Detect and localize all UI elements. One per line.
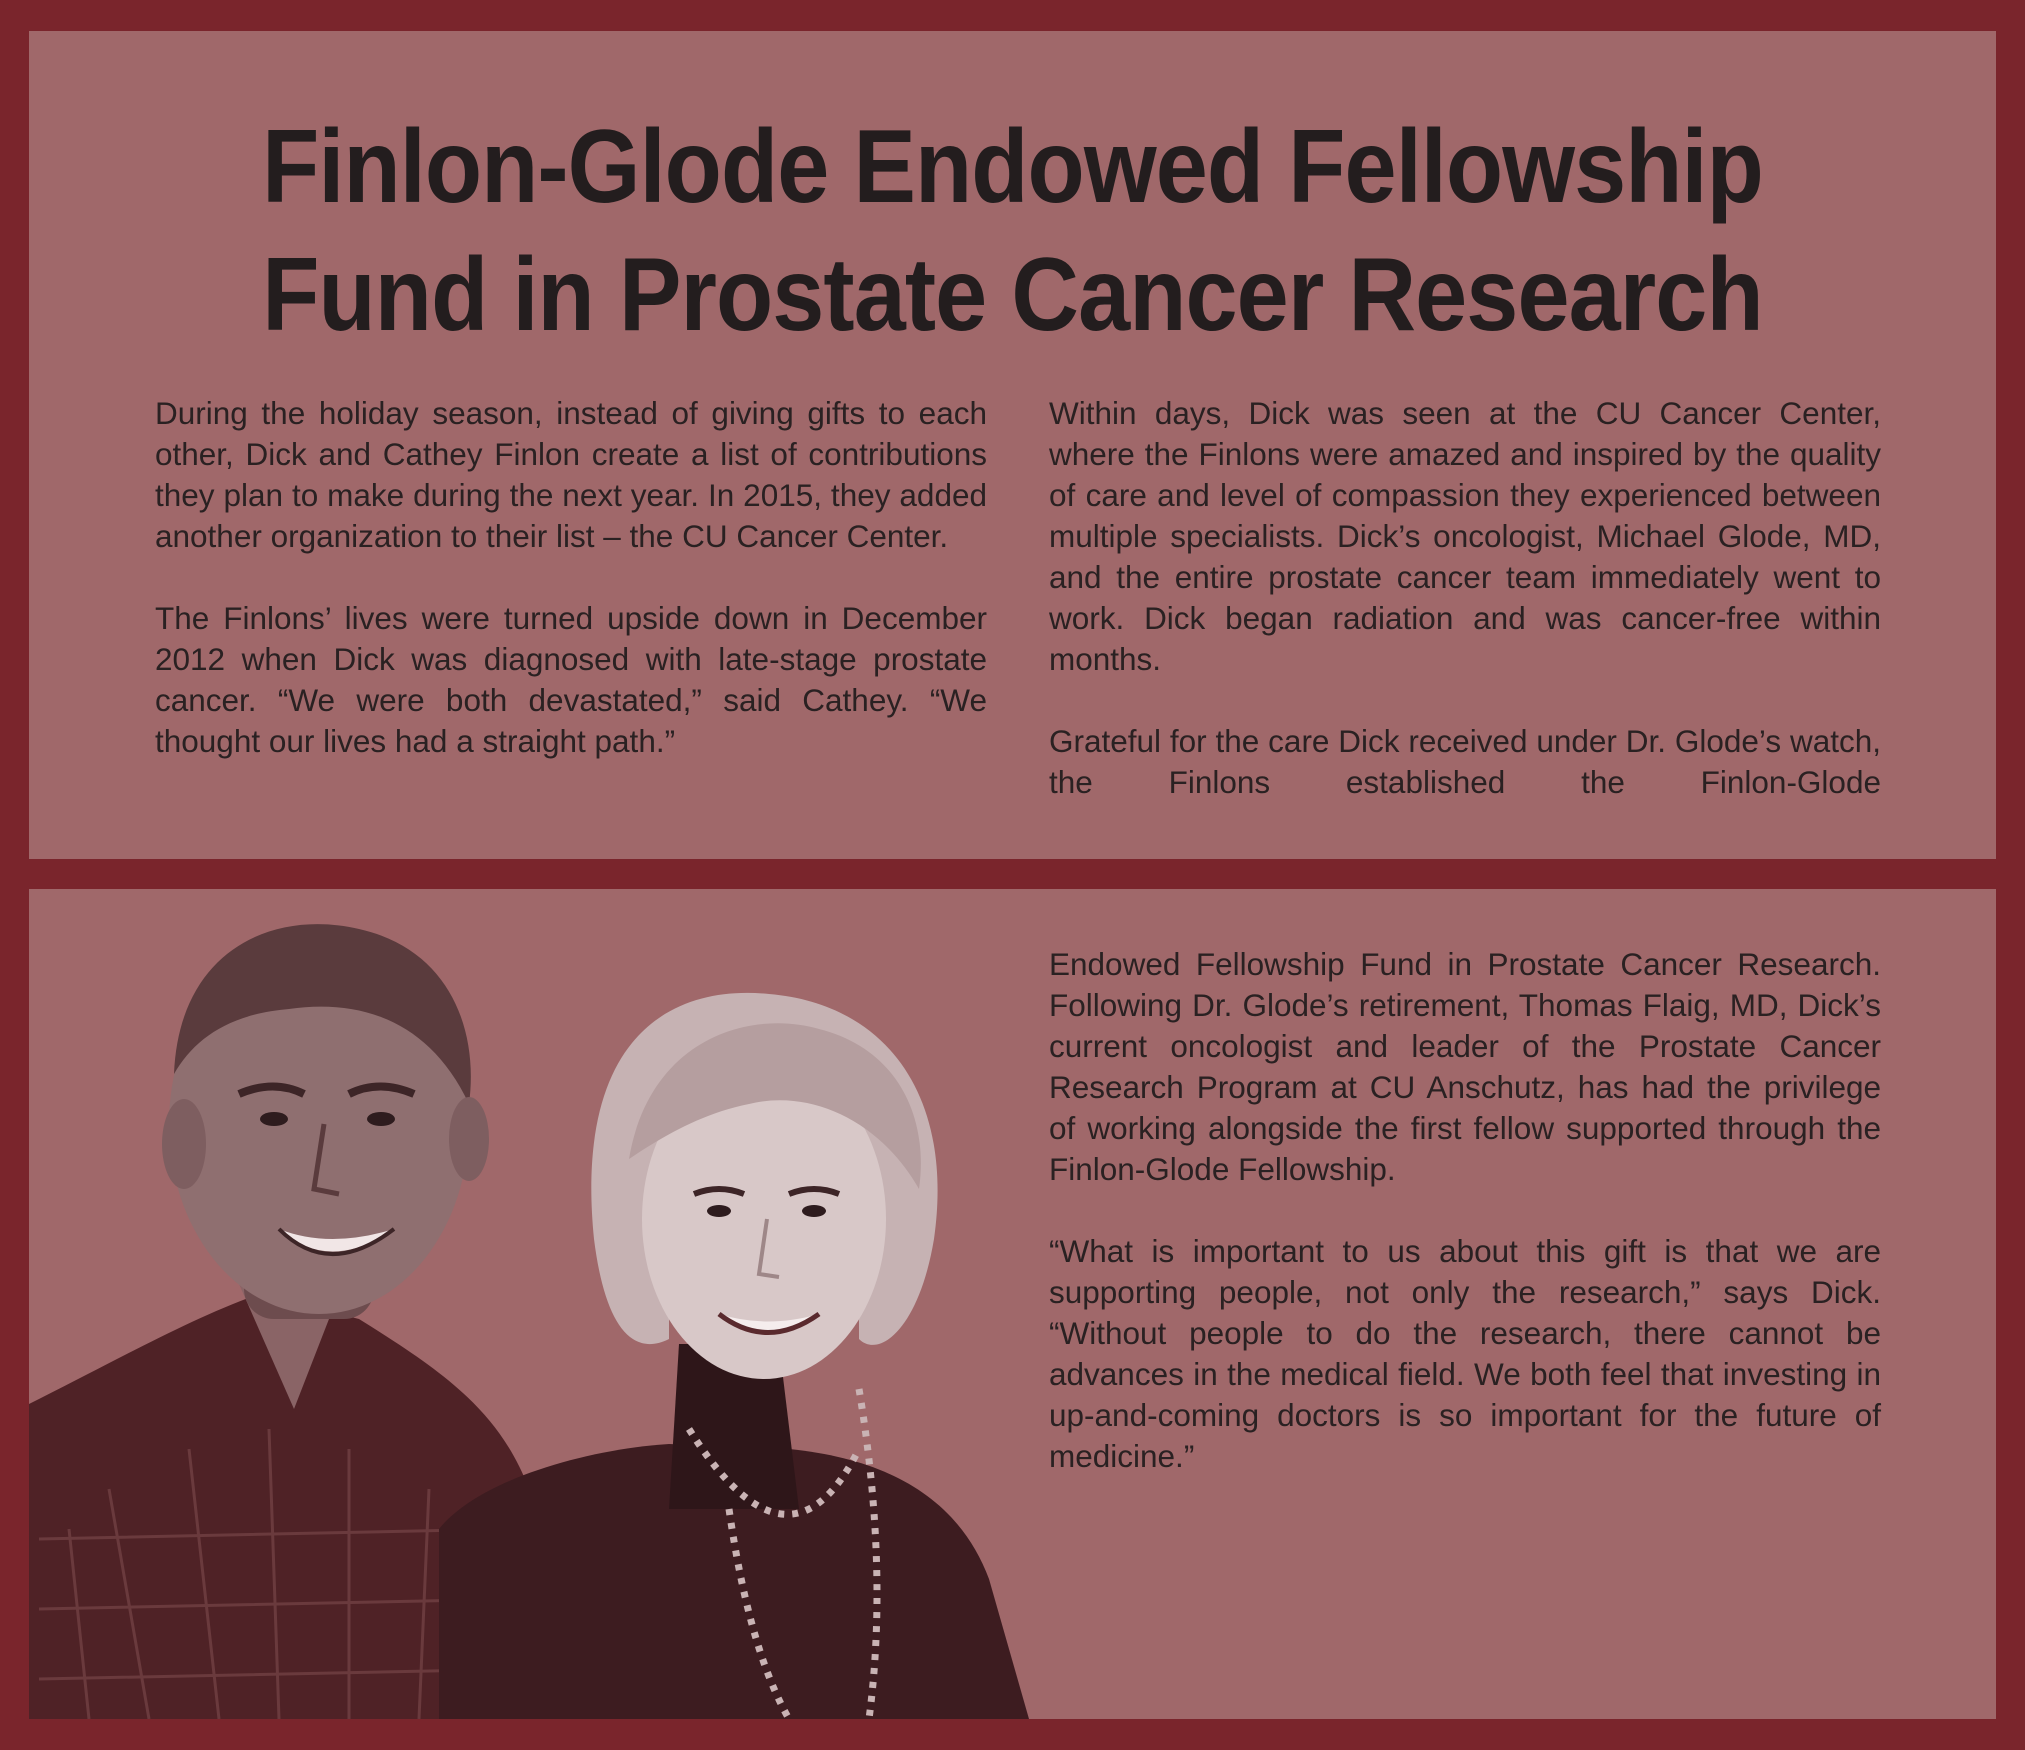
paragraph: “What is important to us about this gift is that we are supporting people, not only the research,” says Dick. “Without people to do the research, there cannot be advances in the medical field. We both feel that investing in up-and-coming doctors is so important for the future of medicine.” — [1049, 1233, 1881, 1474]
paragraph: During the holiday season, instead of giving gifts to each other, Dick and Cathey Finlon create a list of contributions they plan to make during the next year. In 2015, they added another organization to their list – the CU Cancer Center. — [155, 395, 987, 554]
paragraph: Within days, Dick was seen at the CU Cancer Center, where the Finlons were amazed and inspired by the quality of care and level of compassion they experienced between multiple specialists. Dick’s oncologist, Michael Glode, MD, and the entire prostate cancer team immediately went to work. Dick began radiation and was cancer-free within months. — [1049, 395, 1881, 677]
title-line-2: Fund in Prostate Cancer Research — [262, 237, 1763, 353]
title-line-1: Finlon-Glode Endowed Fellowship — [262, 109, 1763, 225]
bottom-column — [1049, 944, 1881, 1477]
right-column — [1049, 393, 1881, 803]
paragraph: The Finlons’ lives were turned upside down in December 2012 when Dick was diagnosed with late-stage prostate cancer. “We were both devastated,” said Cathey. “We thought our lives had a straight path.” — [155, 600, 987, 759]
bottom-panel — [29, 889, 1996, 1719]
left-column — [155, 393, 987, 762]
paragraph: Endowed Fellowship Fund in Prostate Cancer Research. Following Dr. Glode’s retirement, Thomas Flaig, MD, Dick’s current oncologist and leader of the Prostate Cancer Research Program at CU Anschutz, has had the privilege of working alongside the first fellow supported through the Finlon-Glode Fellowship. — [1049, 946, 1881, 1187]
page-title — [127, 103, 1897, 359]
paragraph-continued: Grateful for the care Dick received under Dr. Glode’s watch, the Finlons established the Finlon-Glode — [1049, 723, 1881, 800]
woman-figure — [439, 993, 1029, 1719]
couple-photo — [29, 889, 1129, 1719]
top-panel — [29, 31, 1996, 859]
